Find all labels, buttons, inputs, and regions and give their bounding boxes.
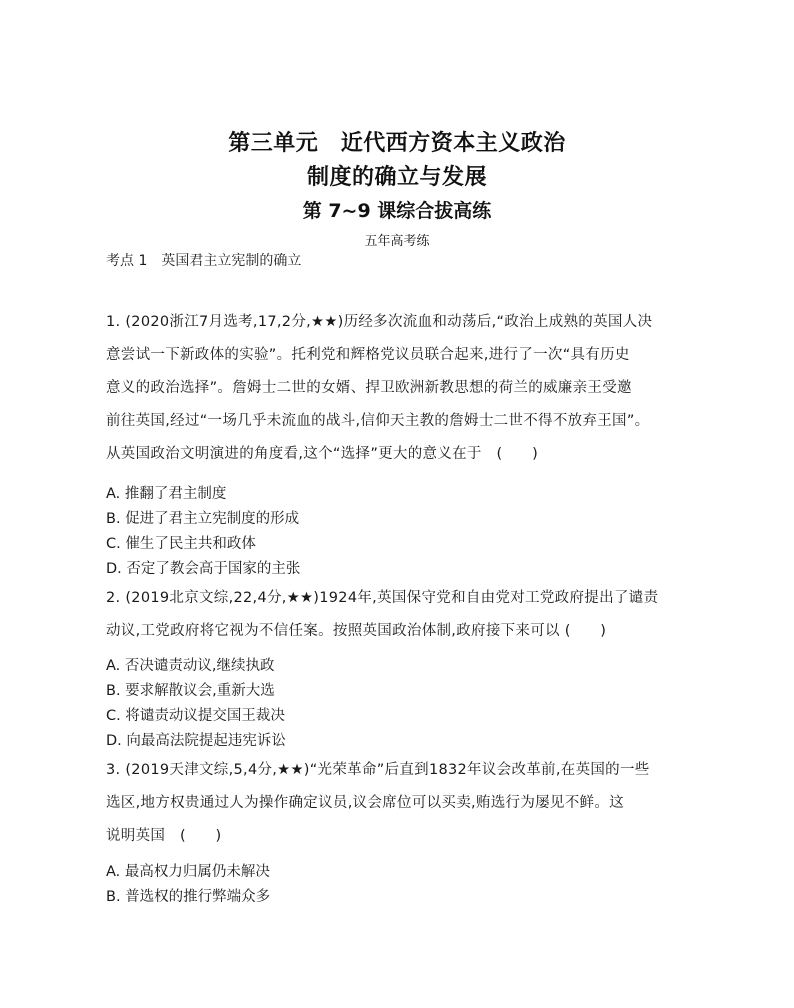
- q1-option-b: B. 促进了君主立宪制度的形成: [106, 511, 300, 527]
- q1-line-1: 1. (2020浙江7月选考,17,2分,★★)历经多次流血和动荡后,“政治上成熟的英国人决: [106, 314, 653, 330]
- q2-line-2: 动议,工党政府将它视为不信任案。按照英国政治体制,政府接下来可以 ( ): [106, 623, 607, 639]
- q1-option-a: A. 推翻了君主制度: [106, 486, 227, 502]
- q2-option-a: A. 否决谴责动议,继续执政: [106, 658, 275, 674]
- q3-option-b: B. 普选权的推行弊端众多: [106, 889, 271, 905]
- q1-line-3: 意义的政治选择”。詹姆士二世的女婿、捍卫欧洲新教思想的荷兰的威廉亲王受邀: [106, 380, 632, 396]
- q1-option-c: C. 催生了民主共和政体: [106, 536, 256, 552]
- q2-option-c: C. 将谴责动议提交国王裁决: [106, 708, 285, 724]
- q1-line-5: 从英国政治文明演进的角度看,这个“选择”更大的意义在于 ( ): [106, 446, 539, 462]
- section-title: 英国君主立宪制的确立: [161, 253, 302, 269]
- q3-line-1: 3. (2019天津文综,5,4分,★★)“光荣革命”后直到1832年议会改革前,在英国的一些: [106, 762, 650, 778]
- unit-title: 第三单元 近代西方资本主义政治: [228, 131, 566, 156]
- q3-line-2: 选区,地方权贵通过人为操作确定议员,议会席位可以买卖,贿选行为屡见不鲜。这: [106, 795, 624, 811]
- exercise-type: 五年高考练: [364, 234, 430, 249]
- q1-option-d: D. 否定了教会高于国家的主张: [106, 561, 301, 577]
- q3-line-3: 说明英国 ( ): [106, 828, 222, 844]
- q2-option-d: D. 向最高法院提起违宪诉讼: [106, 733, 286, 749]
- q2-option-b: B. 要求解散议会,重新大选: [106, 683, 275, 699]
- section-label: 考点 1: [106, 253, 148, 269]
- unit-subtitle: 制度的确立与发展: [306, 165, 487, 190]
- q1-line-2: 意尝试一下新政体的实验”。托利党和辉格党议员联合起来,进行了一次“具有历史: [106, 347, 630, 363]
- lesson-title: 第 7~9 课综合拔高练: [302, 200, 492, 222]
- section-heading: [106, 250, 301, 270]
- q1-line-4: 前往英国,经过“一场几乎未流血的战斗,信仰天主教的詹姆士二世不得不放弃王国”。: [106, 413, 650, 429]
- q2-line-1: 2. (2019北京文综,22,4分,★★)1924年,英国保守党和自由党对工党政府提出了谴责: [106, 590, 659, 606]
- q3-option-a: A. 最高权力归属仍未解决: [106, 864, 270, 880]
